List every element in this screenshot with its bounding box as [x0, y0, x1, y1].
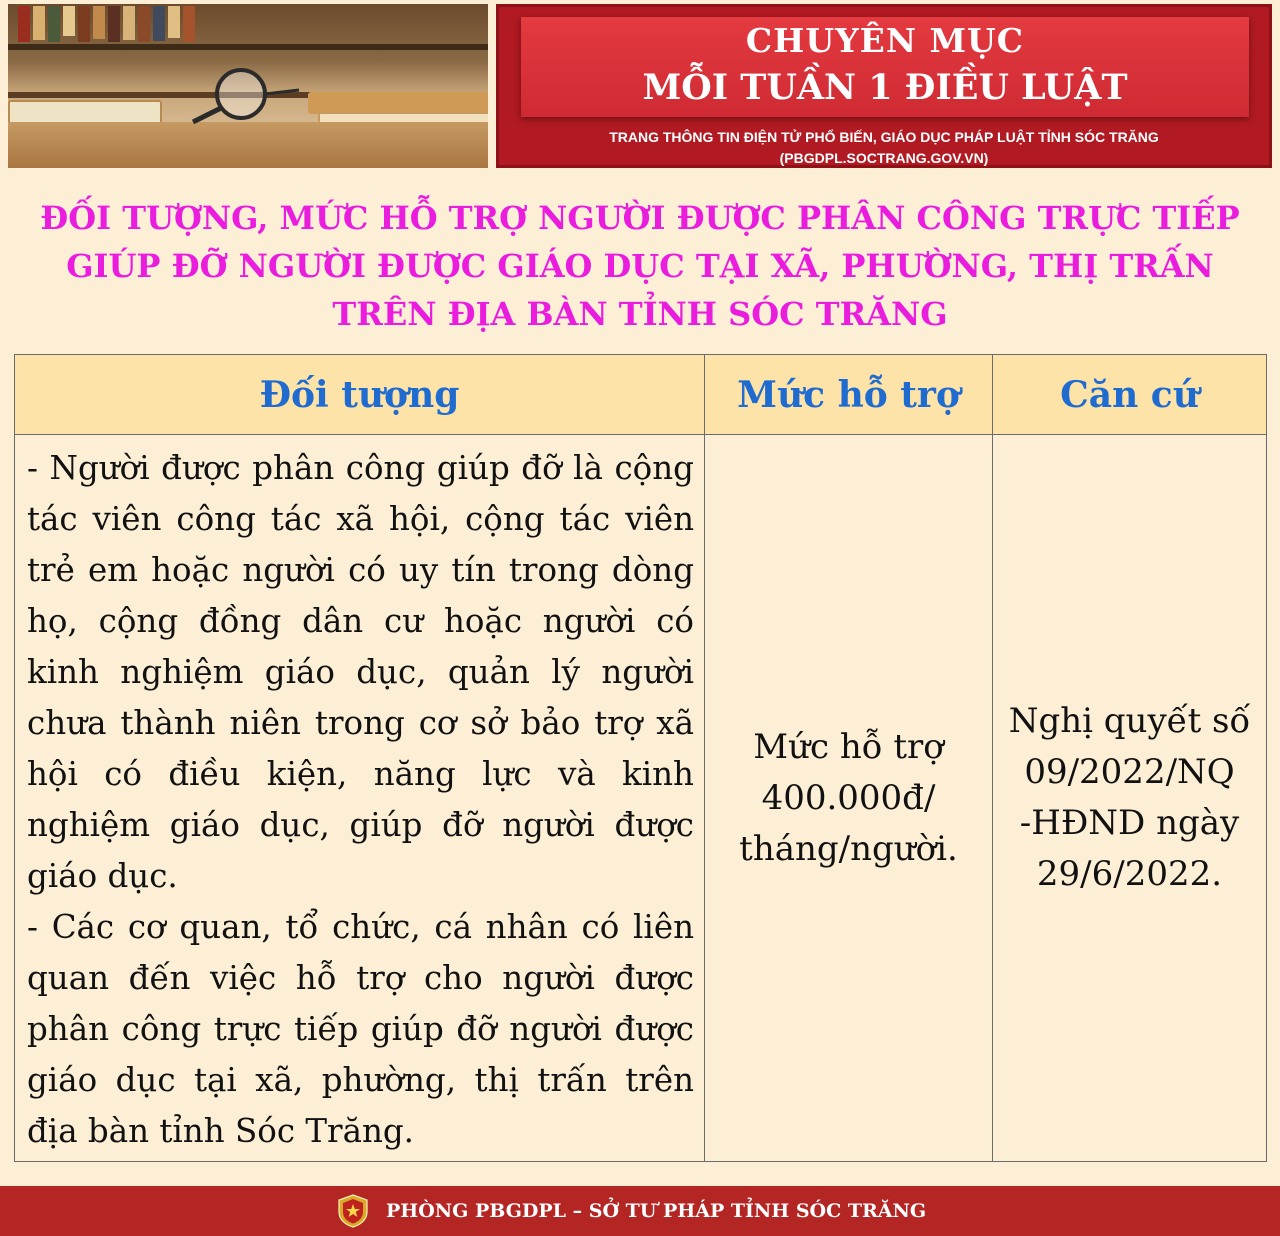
- banner-subtitle-line2: (PBGDPL.SOCTRANG.GOV.VN): [779, 150, 989, 166]
- banner-title-line1: CHUYÊN MỤC: [745, 21, 1025, 60]
- header-can-cu: Căn cứ: [993, 355, 1267, 435]
- footer-bar: [0, 1186, 1280, 1236]
- heading-line1: ĐỐI TƯỢNG, MỨC HỖ TRỢ NGƯỜI ĐƯỢC PHÂN CÔNG TRỰC TIẾP: [40, 199, 1240, 237]
- doi-tuong-paragraph-1: - Người được phân công giúp đỡ là cộng tác viên công tác xã hội, cộng tác viên trẻ em hoặc người có uy tín trong dòng họ, cộng đồng dân cư hoặc người có kinh nghiệm giáo dục, quản lý người chưa thành niên trong cơ sở bảo trợ xã hội có điều kiện, năng lực và kinh nghiệm giáo dục, giúp đỡ người được giáo dục.: [27, 449, 694, 895]
- table-row: [15, 435, 1267, 1162]
- can-cu-line1: Nghị quyết số: [1008, 701, 1251, 741]
- muc-ho-tro-line1: Mức hỗ trợ: [753, 726, 944, 767]
- cell-can-cu: [993, 435, 1267, 1162]
- heading-line2: GIÚP ĐỠ NGƯỜI ĐƯỢC GIÁO DỤC TẠI XÃ, PHƯỜNG, THỊ TRẤN: [66, 247, 1214, 285]
- cell-doi-tuong: [15, 435, 705, 1162]
- banner-title-line2: MỖI TUẦN 1 ĐIỀU LUẬT: [642, 67, 1128, 108]
- heading-line3: TRÊN ĐỊA BÀN TỈNH SÓC TRĂNG: [332, 295, 948, 333]
- doi-tuong-paragraph-2: - Các cơ quan, tổ chức, cá nhân có liên quan đến việc hỗ trợ cho người được phân công trực tiếp giúp đỡ người được giáo dục tại xã, phường, thị trấn trên địa bàn tỉnh Sóc Trăng.: [27, 908, 694, 1150]
- muc-ho-tro-line3: tháng/người.: [739, 828, 958, 869]
- banner-title-box: [521, 17, 1249, 117]
- cell-muc-ho-tro: [705, 435, 993, 1162]
- can-cu-line4: 29/6/2022.: [1036, 854, 1223, 894]
- glasses-icon: [183, 64, 303, 124]
- can-cu-line3: -HĐND ngày: [1019, 803, 1240, 843]
- footer-text: PHÒNG PBGDPL – SỞ TƯ PHÁP TỈNH SÓC TRĂNG: [386, 1200, 927, 1222]
- can-cu-line2: 09/2022/NQ: [1024, 752, 1235, 792]
- page-heading: [0, 194, 1280, 338]
- title-banner: [496, 4, 1272, 168]
- header-photo: [8, 4, 488, 168]
- header-muc-ho-tro: Mức hỗ trợ: [705, 355, 993, 435]
- table-header-row: [15, 355, 1267, 435]
- banner-subtitle-line1: TRANG THÔNG TIN ĐIỆN TỬ PHỔ BIẾN, GIÁO DỤC PHÁP LUẬT TỈNH SÓC TRĂNG: [609, 129, 1159, 145]
- support-table: [14, 354, 1267, 1162]
- procuracy-emblem-icon: [336, 1194, 370, 1228]
- header-doi-tuong: Đối tượng: [15, 355, 705, 435]
- muc-ho-tro-line2: 400.000đ/: [761, 777, 936, 818]
